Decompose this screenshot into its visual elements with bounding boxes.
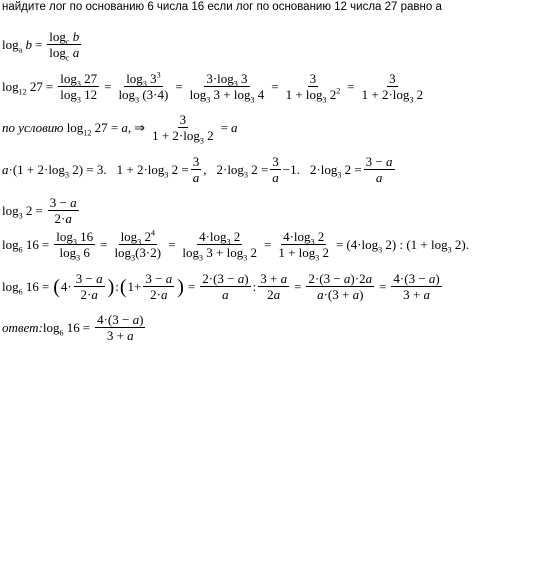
equation-substitution: $\log_6 16$ = ( 4· $\frac{3 - a}{2\cdot a}$ ) : ( 1+ $\frac{3 - a}{2\cdot a}$ ) = $\frac{2\cdot(3 - a)}{a}$ : $\frac{3 + a}{2a}$ = $\frac{2\cdot(3 - a)\cdot 2a}{a\cdot(3 + a)}$ = $\frac{4\cdot(3 - a)}{3 + a}$ [2,271,440,302]
equation-log12-27: $\log_{12} 27$ = $\frac{\log_3 27}{\log_3 12}$ = $\frac{\log_3 3^3}{\log_3 (3\cdot 4)}$ = $\frac{3\cdot\log_3 3}{\log_3 3 + \log_3 4}$ = $\frac{3}{1 + \log_3 2^2}$ = $\frac{3}{1 + 2\cdot\log_3 2}$ [2,70,424,105]
formula-change-of-base: $\log_a b$ = $\frac{\log_c b}{\log_c a}$ [2,29,80,63]
equation-answer: ответ: $\log_6 16$ = $\frac{4\cdot(3 - a)}{3 + a}$ [2,312,144,343]
equation-condition: по условию $\log_{12} 27 = a$, ⇒ $\frac{3}{1 + 2\cdot\log_3 2}$ = a [2,112,238,146]
problem-title: найдите лог по основанию 6 числа 16 если лог по основанию 12 числа 27 равно а [2,1,442,13]
condition-label: по условию [2,120,64,135]
answer-label: ответ: [2,320,43,335]
equation-log3-2: $\log_3 2$ = $\frac{3 - a}{2\cdot a}$ [2,195,77,226]
equation-solve-step: $a\cdot(1 + 2\cdot\log_3$ 2) = 3. $1 + 2\cdot\log_3$ 2 = $\frac{3}{a}$ , $2\cdot\log_3$ 2 = $\frac{3}{a}$ −1. $2\cdot\log_3$ 2 = $\frac{3 - a}{a}$ [2,154,393,185]
equation-log6-16: $\log_6 16$ = $\frac{\log_3 16}{\log_3 6}$ = $\frac{\log_3 2^4}{\log_3(3\cdot 2)}$ = $\frac{4\cdot\log_3 2}{\log_3 3 + \log_3 2}$ = $\frac{4\cdot\log_3 2}{1 + \log_3 2}$ = ($4\cdot\log_3$ 2) : $(1 + \log_3 2)$. [2,228,469,263]
